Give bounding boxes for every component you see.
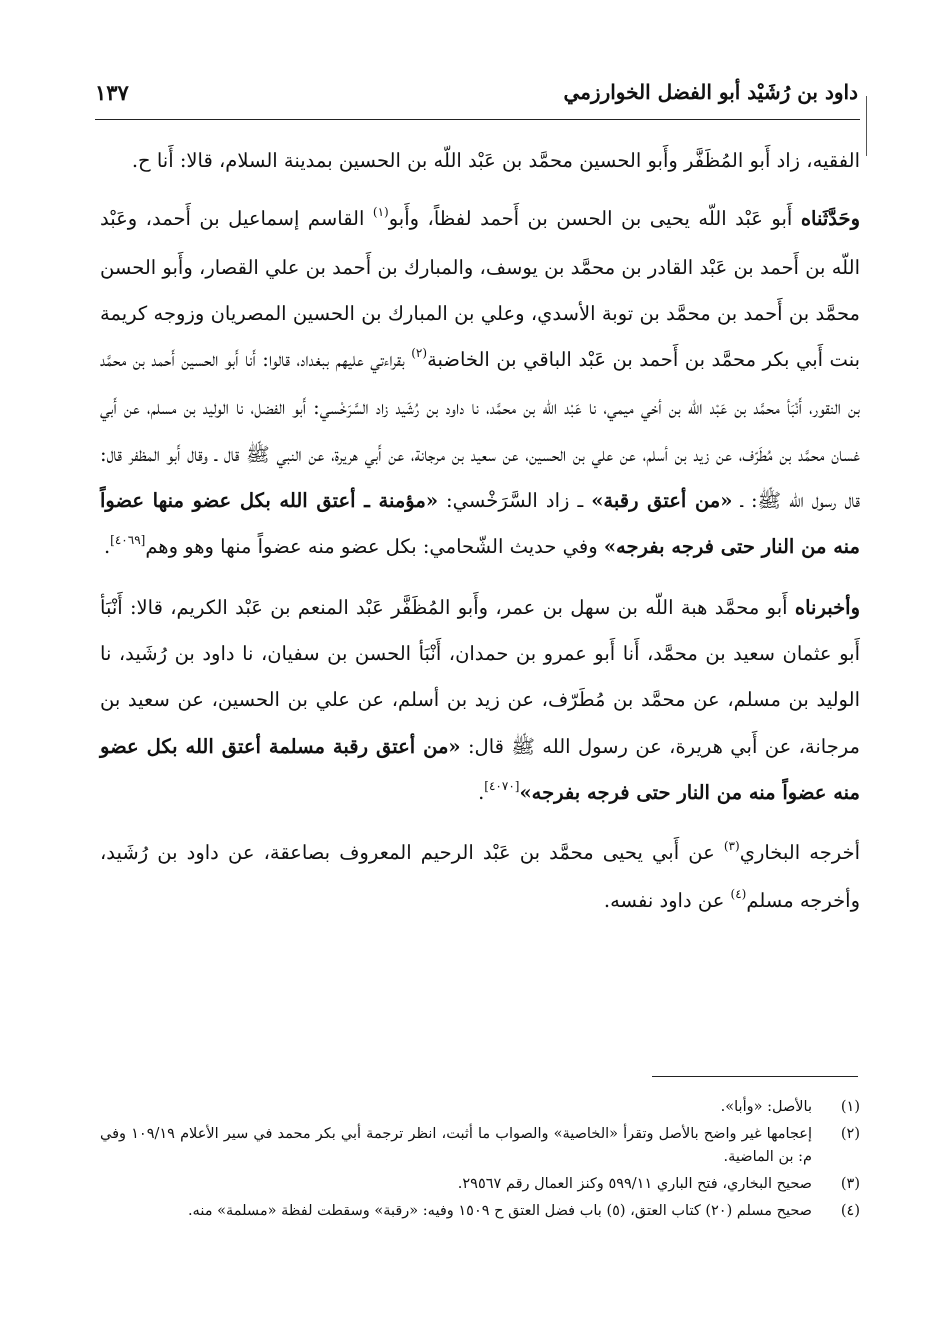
hadith-number-4070: [٤٠٧٠] bbox=[484, 778, 520, 793]
paragraph-4-text-2: عن أَبي يحيى محمَّد بن عَبْد الرحيم المعروف بصاعقة، عن داود بن رُشَيد، وأخرجه مسلم bbox=[100, 841, 860, 913]
margin-mark bbox=[866, 96, 867, 156]
paragraph-4-text-3: عن داود نفسه. bbox=[603, 889, 731, 913]
hadith-text-3: «من أعتق رقبة مسلمة أعتق الله بكل عضو منه عضواً منه من النار حتى فرجه بفرجه» bbox=[100, 734, 860, 804]
footnote-separator bbox=[652, 1076, 858, 1077]
footnote-number: (٣) bbox=[840, 1176, 860, 1192]
page-number: ١٣٧ bbox=[95, 80, 129, 105]
footnote bbox=[100, 1123, 860, 1169]
footnote-text: إعجامها غير واضح بالأصل وتقرأ «الخاصية» والصواب ما أثبت، انظر ترجمة أبي بكر محمد في سير الأعلام ١٠٩/١٩ وفي م: بن الماضية. bbox=[100, 1126, 812, 1165]
footnote bbox=[100, 1096, 860, 1119]
paragraph-2-text-3: بقراءتي عليهم ببغداد، قالوا: أَنا أَبو الحسين أَحمد بن محمَّد بن النقور، أَنْبَأ محمَّد بن عَبْد اللّه بن أخي ميمي، نا عَبْد اللّه بن محمَّد، نا داود بن رُشَيد زاد السَّرَخْسي: أَبو الفضل، نا الوليد بن مسلم، عن أَبي غسان محمَّد بن مُطَرّف، عن زيد بن أسلم، عن علي بن الحسين، عن سعيد بن مرجانة، عن أَبي هريرة، عن النبي ﷺ قال ـ وقال أَبو المظفر قال: قال رسول الله ﷺ: ـ bbox=[100, 348, 860, 513]
footnote-text: بالأصل: «وأبا». bbox=[720, 1099, 812, 1115]
footnote-number: (١) bbox=[840, 1099, 860, 1115]
footnote-ref-4: (٤) bbox=[730, 887, 747, 902]
paragraph-2-text-5: وفي حديث الشّحامي: بكل عضو منه عضواً منها وهو وهم bbox=[145, 535, 604, 559]
paragraph-2-end: . bbox=[103, 535, 111, 559]
hadith-text-1: «من أعتق رقبة» bbox=[591, 489, 733, 513]
paragraph-3-end: . bbox=[478, 780, 485, 804]
footnote-text: صحيح البخاري، فتح الباري ٥٩٩/١١ وكنز العمال رقم ٢٩٥٦٧. bbox=[457, 1176, 812, 1192]
paragraph-2-text-4: ـ زاد السَّرَخْسي: bbox=[438, 489, 592, 513]
header-rule bbox=[95, 119, 860, 120]
footnote bbox=[100, 1200, 860, 1223]
paragraph-4 bbox=[100, 830, 860, 927]
paragraph-1: الفقيه، زاد أَبو المُظَفَّر وأَبو الحسين محمَّد بن عَبْد اللّه بن الحسين بمدينة السلام، قالا: أَنا ح. bbox=[131, 149, 860, 172]
running-title: داود بن رُشَيْد أبو الفضل الخوارزمي bbox=[563, 80, 858, 104]
footnotes bbox=[100, 1096, 860, 1223]
main-text bbox=[100, 138, 860, 927]
footnote-ref-1: (١) bbox=[372, 205, 389, 220]
footnote-number: (٢) bbox=[840, 1126, 860, 1142]
paragraph-3-lead: وأخبرناه bbox=[794, 595, 860, 619]
paragraph-2 bbox=[100, 196, 860, 572]
paragraph-3-text-1: أَبو محمَّد هبة اللّه بن سهل بن عمر، وأَبو المُظَفَّر عَبْد المنعم بن عَبْد الكريم، قالا: أَنْبَأ أَبو عثمان سعيد بن محمَّد، أَنا أَبو عمرو بن حمدان، أَنْبَأ الحسن بن سفيان، نا داود بن رُشَيد، نا الوليد بن مسلم، عن محمَّد بن مُطَرّف، عن زيد بن أسلم، عن علي بن الحسين، عن سعيد بن مرجانة، عن أَبي هريرة، عن رسول الله ﷺ قال: bbox=[100, 595, 860, 758]
paragraph-4-text-1: أخرجه البخاري bbox=[739, 841, 860, 865]
hadith-text-2: «مؤمنة ـ أعتق الله بكل عضو منها عضواً منه من النار حتى فرجه بفرجه» bbox=[100, 489, 860, 559]
paragraph-2-text-2: القاسم إسماعيل بن أَحمد، وعَبْد اللّه بن أَحمد بن عَبْد القادر بن محمَّد بن يوسف، والمبارك بن أَحمد بن علي القصار، وأَبو الحسن محمَّد بن أَحمد بن محمَّد بن توبة الأسدي، وعلي بن المبارك بن الحسين المصريان وزوجه كريمة بنت أَبي بكر محمَّد بن أَحمد بن عَبْد الباقي بن الخاضبة bbox=[100, 207, 861, 372]
paragraph-2-text-1: أَبو عَبْد اللّه يحيى بن الحسن بن أَحمد لفظاً، وأَبو bbox=[388, 207, 801, 231]
paragraph-2-lead: وحَدَّثَناه bbox=[800, 207, 860, 231]
footnote bbox=[100, 1173, 860, 1196]
footnote-number: (٤) bbox=[840, 1203, 860, 1219]
page-header bbox=[95, 74, 858, 114]
hadith-number-4069: [٤٠٦٩] bbox=[110, 533, 146, 548]
footnote-ref-3: (٣) bbox=[723, 839, 740, 854]
footnote-text: صحيح مسلم (٢٠) كتاب العتق، (٥) باب فضل العتق ح ١٥٠٩ وفيه: «رقبة» وسقطت لفظة «مسلمة» منه. bbox=[187, 1203, 812, 1219]
paragraph-3 bbox=[100, 585, 860, 818]
footnote-ref-2: (٢) bbox=[411, 346, 428, 361]
